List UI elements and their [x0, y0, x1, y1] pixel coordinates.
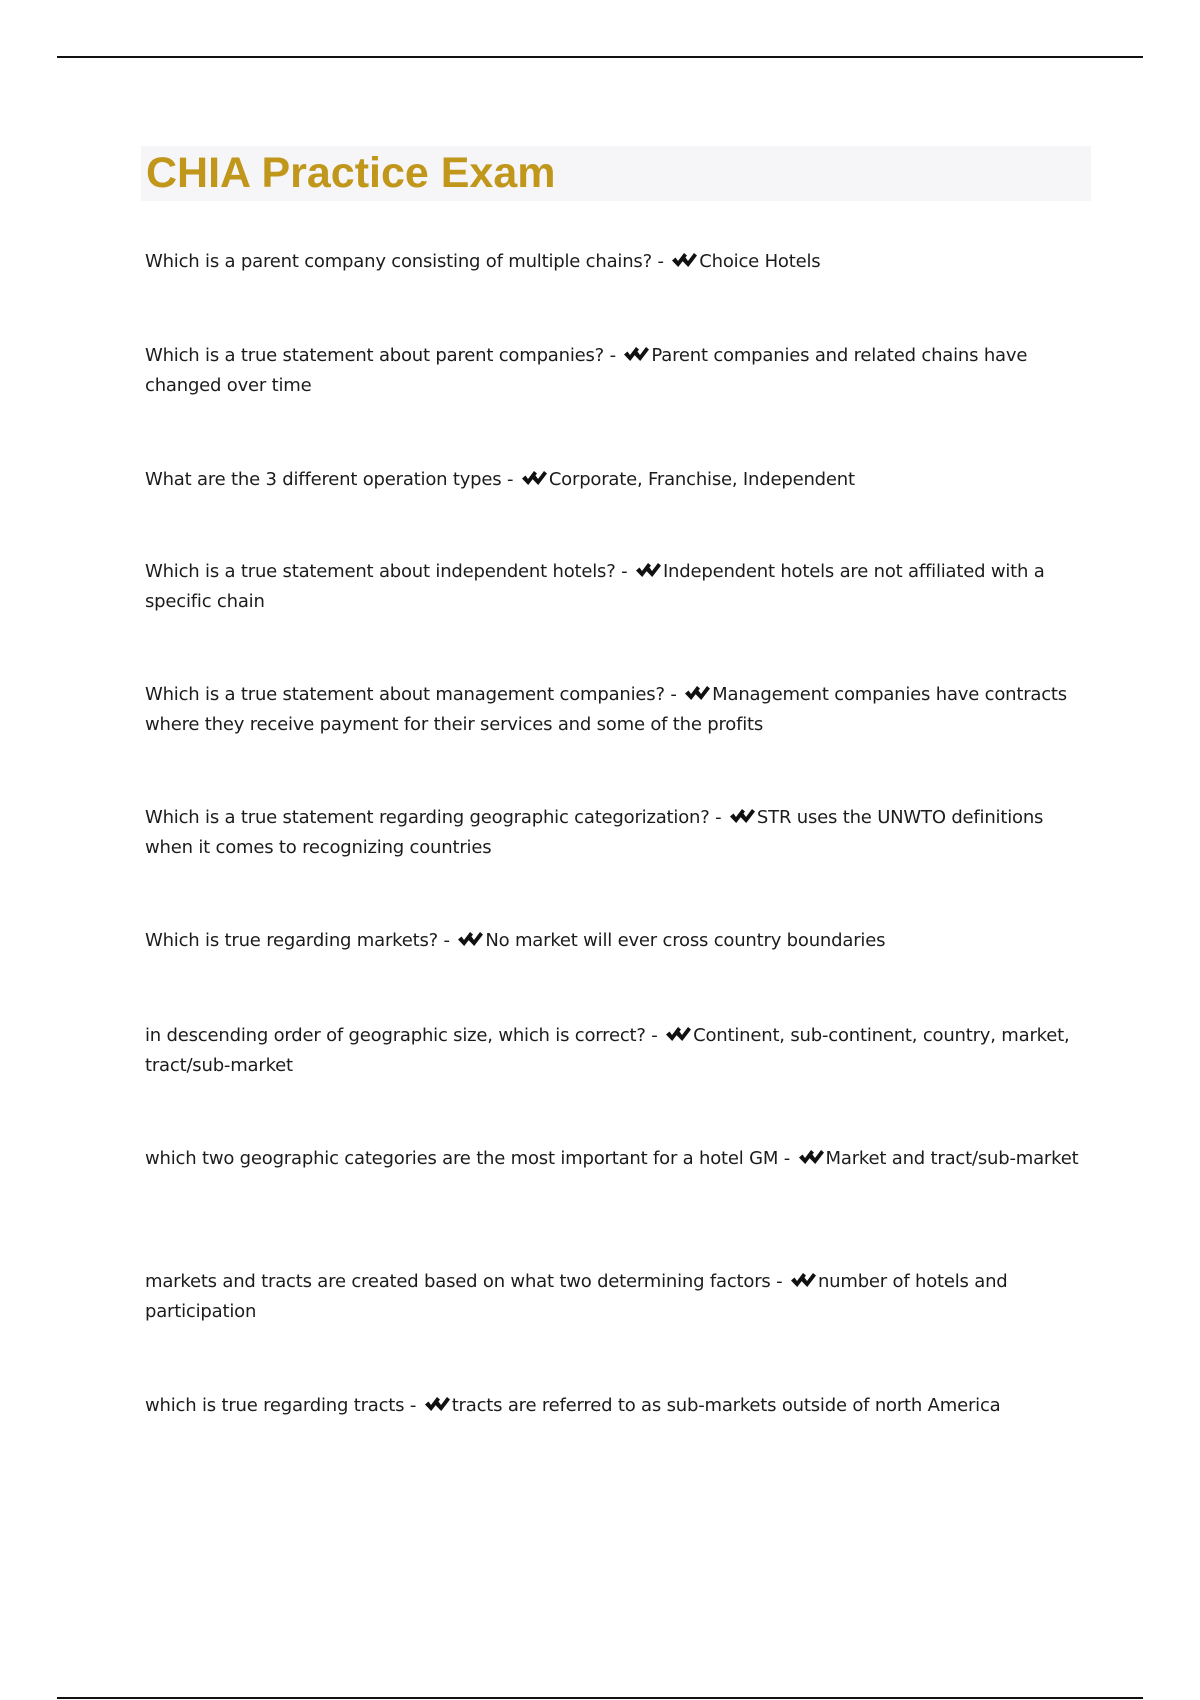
- qa-item-2: [145, 341, 1095, 401]
- answer-text: Continent, sub-continent, country, market, tract/sub-market: [145, 1025, 1070, 1076]
- separator: -: [615, 561, 633, 582]
- answer-text: Choice Hotels: [699, 251, 821, 272]
- separator: -: [604, 345, 622, 366]
- qa-item-8: [145, 1021, 1095, 1081]
- separator: -: [664, 684, 683, 705]
- double-checkmark-icon: [684, 683, 710, 703]
- answer-text: STR uses the UNWTO definitions when it comes to recognizing countries: [145, 807, 1044, 858]
- double-checkmark-icon: [729, 806, 755, 826]
- answer-text: Corporate, Franchise, Independent: [548, 469, 855, 490]
- separator: -: [709, 807, 727, 828]
- qa-item-10: [145, 1267, 1095, 1327]
- answer-text: Management companies have contracts where they receive payment for their services and some of the profits: [145, 684, 1067, 735]
- double-checkmark-icon: [665, 1024, 691, 1044]
- separator: -: [404, 1395, 422, 1416]
- question-text: Which is a true statement about parent companies?: [145, 345, 605, 366]
- separator: -: [501, 469, 519, 490]
- separator: -: [438, 930, 456, 951]
- double-checkmark-icon: [521, 468, 547, 488]
- answer-text: Parent companies and related chains have changed over time: [145, 345, 1028, 396]
- top-rule: [57, 56, 1143, 58]
- qa-item-6: [145, 803, 1095, 863]
- double-checkmark-icon: [623, 344, 649, 364]
- question-text: Which is a true statement regarding geographic categorization?: [145, 807, 710, 828]
- qa-item-11: [145, 1391, 1095, 1421]
- double-checkmark-icon: [424, 1394, 450, 1414]
- answer-text: number of hotels and participation: [145, 1271, 1008, 1322]
- separator: -: [651, 251, 670, 272]
- answer-text: tracts are referred to as sub-markets outside of north America: [451, 1395, 1001, 1416]
- double-checkmark-icon: [671, 250, 697, 270]
- answer-text: Market and tract/sub-market: [825, 1148, 1079, 1169]
- qa-item-9: [145, 1144, 1095, 1174]
- double-checkmark-icon: [790, 1270, 816, 1290]
- question-text: Which is a true statement about management companies?: [145, 684, 665, 705]
- double-checkmark-icon: [457, 929, 483, 949]
- qa-item-5: [145, 680, 1095, 740]
- answer-text: No market will ever cross country boundaries: [485, 930, 886, 951]
- question-text: which is true regarding tracts: [145, 1395, 405, 1416]
- double-checkmark-icon: [798, 1147, 824, 1167]
- separator: -: [645, 1025, 664, 1046]
- qa-item-4: [145, 557, 1095, 617]
- answer-text: Independent hotels are not affiliated with a specific chain: [145, 561, 1045, 612]
- bottom-rule: [57, 1697, 1143, 1699]
- question-text: markets and tracts are created based on what two determining factors: [145, 1271, 771, 1292]
- qa-item-1: [145, 247, 1095, 277]
- double-checkmark-icon: [635, 560, 661, 580]
- qa-item-7: [145, 926, 1095, 956]
- page-title: CHIA Practice Exam: [146, 149, 556, 197]
- question-text: What are the 3 different operation types: [145, 469, 502, 490]
- question-text: Which is true regarding markets?: [145, 930, 439, 951]
- question-text: in descending order of geographic size, which is correct?: [145, 1025, 646, 1046]
- question-text: Which is a parent company consisting of multiple chains?: [145, 251, 652, 272]
- question-text: Which is a true statement about independent hotels?: [145, 561, 616, 582]
- question-text: which two geographic categories are the most important for a hotel GM: [145, 1148, 779, 1169]
- separator: -: [770, 1271, 788, 1292]
- qa-item-3: [145, 465, 1095, 495]
- separator: -: [778, 1148, 796, 1169]
